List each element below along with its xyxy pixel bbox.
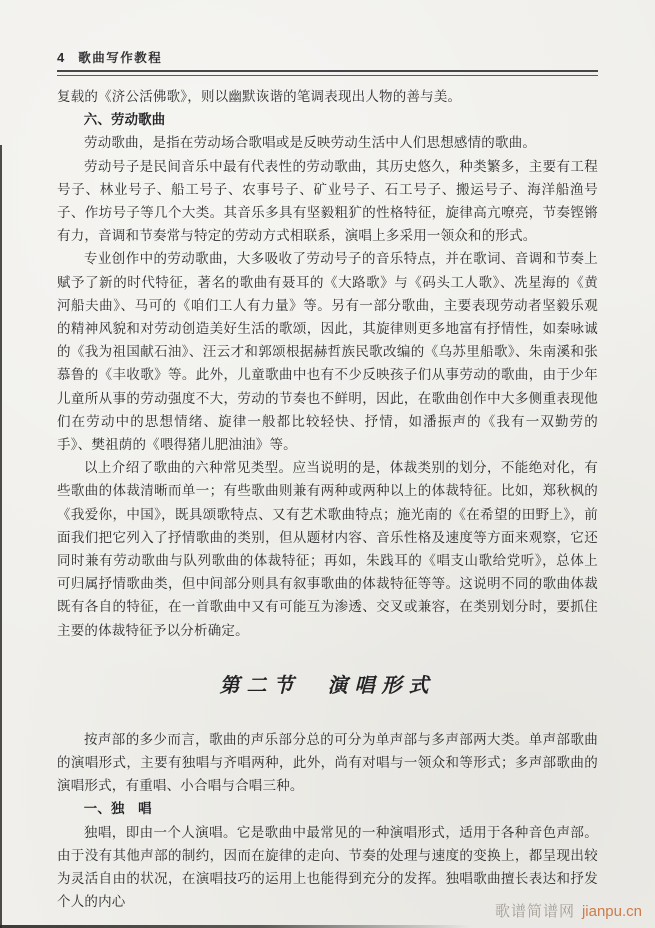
paragraph: 以上介绍了歌曲的六种常见类型。应当说明的是，体裁类别的划分，不能绝对化，有些歌曲的体裁清晰而单一；有些歌曲则兼有两种或两种以上的体裁特征。比如，郑秋枫的《我爱你，中国》，既具颂歌特点、又有艺术歌曲特点；施光南的《在希望的田野上》，前面我们把它列入了抒情歌曲的类别，但从题材内容、音乐性格及速度等方面来观察，它还同时兼有劳动歌曲与队列歌曲的体裁特征；再如，朱践耳的《唱支山歌给党听》，总体上可归属抒情歌曲类，但中间部分则具有叙事歌曲的体裁特征等等。这说明不同的歌曲体裁既有各自的特征，在一首歌曲中又有可能互为渗透、交叉或兼容，在类别划分时，要抓住主要的体裁特征予以分析确定。 <box>57 460 598 638</box>
heading-one-solo-singing: 一、独 唱 <box>83 801 152 817</box>
watermark-site-url: jianpu.cn <box>581 903 642 920</box>
watermark <box>495 900 642 921</box>
book-title: 歌曲写作教程 <box>78 51 163 65</box>
paragraph: 按声部的多少而言，歌曲的声乐部分总的可分为单声部与多声部两大类。单声部歌曲的演唱形式，主要有独唱与齐唱两种，此外，尚有对唱与一领众和等形式；多声部歌曲的演唱形式，有重唱、小合唱与合唱三种。 <box>57 731 598 794</box>
paragraph: 专业创作中的劳动歌曲，大多吸收了劳动号子的音乐特点，并在歌词、音调和节奏上赋予了新的时代特征，著名的歌曲有聂耳的《大路歌》与《码头工人歌》、冼星海的《黄河船夫曲》、马可的《咱们工人有力量》等。另有一部分歌曲，主要表现劳动者坚毅乐观的精神风貌和对劳动创造美好生活的歌颂，因此，其旋律则更多地富有抒情性，如秦咏诚的《我为祖国献石油》、汪云才和郭颂根据赫哲族民歌改编的《乌苏里船歌》、朱南溪和张慕鲁的《丰收歌》等。此外，儿童歌曲中也有不少反映孩子们从事劳动的歌曲，由于少年儿童所从事的劳动强度不大，劳动的节奏也不鲜明，因此，在歌曲创作中大多侧重表现他们在劳动中的思想情绪、旋律一般都比较轻快、抒情，如潘振声的《我有一双勤劳的手》、樊祖荫的《喂得猪儿肥油油》等。 <box>57 251 598 453</box>
section-title-performance-forms: 第二节 演唱形式 <box>219 674 436 697</box>
page-body <box>57 85 598 914</box>
paragraph: 劳动号子是民间音乐中最有代表性的劳动歌曲，其历史悠久，种类繁多，主要有工程号子、林业号子、船工号子、农事号子、矿业号子、石工号子、搬运号子、海洋船渔号子、作坊号子等几个大类。其音乐多具有坚毅粗犷的性格特征，旋律高亢嘹亮，节奏铿锵有力，音调和节奏常与特定的劳动方式相联系，演唱上多采用一领众和的形式。 <box>57 158 598 244</box>
heading-six-labor-songs: 六、劳动歌曲 <box>83 112 166 128</box>
watermark-site-name: 歌谱简谱网 <box>494 904 575 920</box>
scan-edge-artifact-left <box>0 145 2 928</box>
running-header <box>57 48 162 66</box>
header-rule <box>57 70 598 76</box>
paragraph: 劳动歌曲，是指在劳动场合歌唱或是反映劳动生活中人们思想感情的歌曲。 <box>84 135 537 151</box>
paragraph: 独唱，即由一个人演唱。它是歌曲中最常见的一种演唱形式，适用于各种音色声部。由于没有其他声部的制约，因而在旋律的走向、节奏的处理与速度的变换上，都呈现出较为灵活自由的状况，在演唱技巧的运用上也能得到充分的发挥。独唱歌曲擅长表达和抒发个人的内心 <box>57 824 598 910</box>
page-number: 4 <box>57 50 65 65</box>
paragraph-continuation: 复载的《济公活佛歌》，则以幽默诙谐的笔调表现出人物的善与美。 <box>57 89 462 104</box>
